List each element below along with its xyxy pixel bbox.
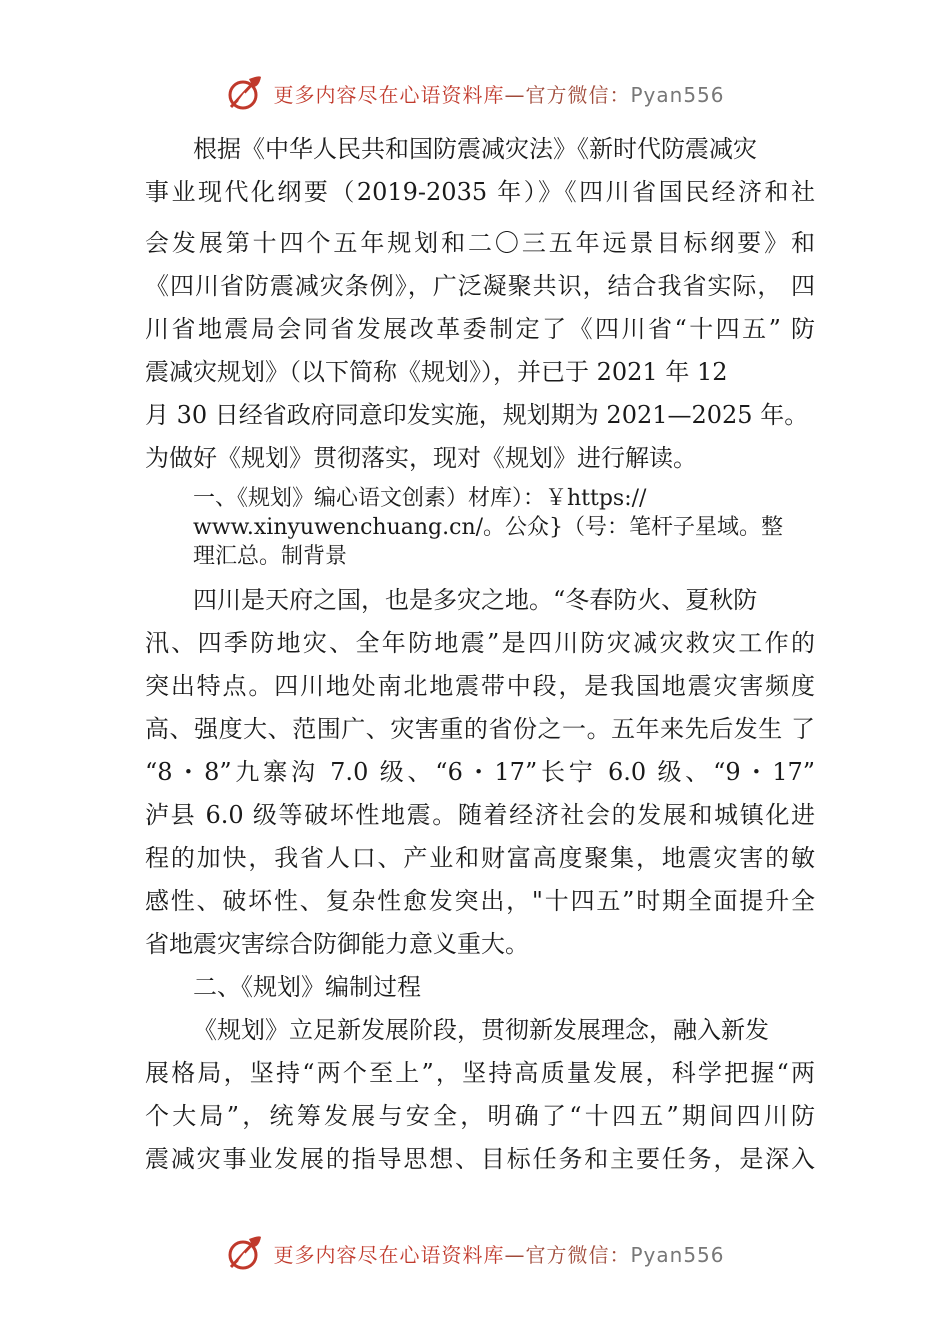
background-line: 程的加快，我省人口、产业和财富高度聚集，地震灾害的敏 (145, 844, 815, 872)
process-line: 震减灾事业发展的指导思想、目标任务和主要任务，是深入 (145, 1145, 815, 1173)
intro-line: 震减灾规划》（以下简称《规划》），并已于 2021 年 12 (145, 358, 728, 386)
intro-line: 根据《中华人民共和国防震减灾法》《新时代防震减灾 (193, 135, 757, 163)
intro-line: 事业现代化纲要（2019-2035 年）》《四川省国民经济和社 (145, 178, 815, 206)
section-heading-1: www.xinyuwenchuang.cn/。公众}（号：笔杆子星域。整 (193, 515, 784, 540)
intro-line: 会发展第十四个五年规划和二〇三五年远景目标纲要》和 (145, 229, 815, 257)
footer-banner (0, 1230, 950, 1276)
banner-separator: — (504, 1242, 526, 1267)
process-line: 《规划》立足新发展阶段，贯彻新发展理念，融入新发 (193, 1016, 769, 1044)
banner-text (273, 79, 724, 108)
background-line: 四川是天府之国，也是多灾之地。“冬春防火、夏秋防 (193, 586, 758, 614)
banner-separator: — (504, 82, 526, 107)
section-heading-2: 二、《规划》编制过程 (193, 973, 421, 1001)
background-line: 汛、四季防地灾、全年防地震”是四川防灾减灾救灾工作的 (145, 629, 815, 657)
banner-main-text: 更多内容尽在心语资料库 (273, 1242, 505, 1267)
banner-wechat-id: Pyan556 (630, 82, 725, 107)
section-heading-1: 一、《规划》编心语文创素）材库）：￥https:// (193, 486, 647, 511)
quill-logo-icon (225, 73, 265, 113)
banner-official-label: 官方微信： (525, 82, 631, 107)
background-line: “8・8”九寨沟 7.0 级、“6・17”长宁 6.0 级、“9・17” (145, 758, 815, 786)
background-line: 突出特点。四川地处南北地震带中段，是我国地震灾害频度 (145, 672, 815, 700)
intro-line: 月 30 日经省政府同意印发实施，规划期为 2021—2025 年。 (145, 401, 809, 429)
quill-logo-icon (225, 1233, 265, 1273)
intro-line: 《四川省防震减灾条例》，广泛凝聚共识，结合我省实际， 四 (145, 272, 815, 300)
intro-line: 为做好《规划》贯彻落实，现对《规划》进行解读。 (145, 444, 697, 472)
process-line: 个大局”，统筹发展与安全，明确了“十四五”期间四川防 (145, 1102, 815, 1130)
background-line: 省地震灾害综合防御能力意义重大。 (145, 930, 529, 958)
banner-text (273, 1239, 724, 1268)
header-banner (0, 70, 950, 116)
background-line: 高、强度大、范围广、灾害重的省份之一。五年来先后发生 了 (145, 715, 815, 743)
banner-wechat-id: Pyan556 (630, 1242, 725, 1267)
section-heading-1: 理汇总。制背景 (193, 544, 348, 569)
background-line: 感性、破坏性、复杂性愈发突出，"十四五”时期全面提升全 (145, 887, 815, 915)
intro-line: 川省地震局会同省发展改革委制定了《四川省“十四五” 防 (145, 315, 815, 343)
document-body (145, 128, 815, 1181)
banner-official-label: 官方微信： (525, 1242, 631, 1267)
banner-main-text: 更多内容尽在心语资料库 (273, 82, 505, 107)
background-line: 泸县 6.0 级等破坏性地震。随着经济社会的发展和城镇化进 (145, 801, 815, 829)
process-line: 展格局，坚持“两个至上”，坚持高质量发展，科学把握“两 (145, 1059, 815, 1087)
